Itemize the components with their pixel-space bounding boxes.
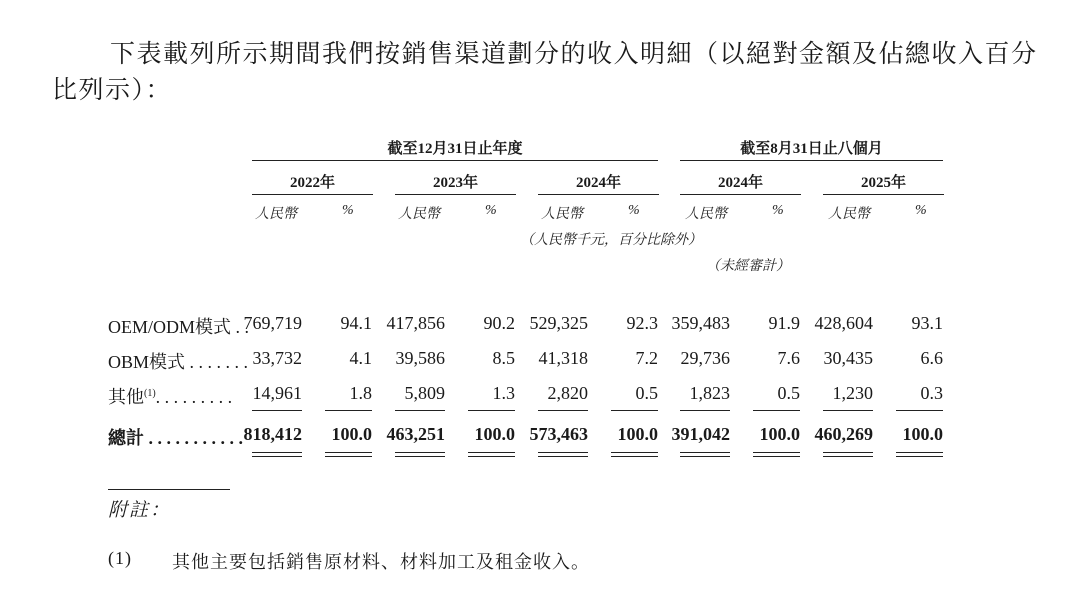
cell-value: 1,230 [832,383,873,403]
cell-value: 769,719 [243,313,302,333]
cell-value: 100.0 [474,424,515,444]
row-label: OEM/ODM模式 . . [108,317,250,337]
unit-rmb: 人民幣 [828,207,870,222]
year-rule-2022 [252,194,373,195]
unit-rmb: 人民幣 [685,207,727,222]
total-double-rule [468,452,515,457]
cell-value: 1.8 [349,383,372,403]
cell-value: 417,856 [386,313,445,333]
row-label-dots: . . . . . . . . . [155,387,233,407]
cell-value: 100.0 [331,424,372,444]
year-header-2022: 2022年 [289,175,335,191]
cell-value: 100.0 [759,424,800,444]
cell-value: 428,604 [814,313,873,333]
total-double-rule [325,452,372,457]
unit-pct: % [342,203,354,218]
cell-value: 91.9 [768,313,800,333]
year-rule-2024 [538,194,659,195]
subtotal-rule [395,410,445,411]
cell-value: 7.2 [635,348,658,368]
subtotal-rule [252,410,302,411]
cell-value: 30,435 [823,348,873,368]
group-header-full-year: 截至12月31日止年度 [387,141,523,157]
total-double-rule [823,452,873,457]
cell-value: 100.0 [617,424,658,444]
row-label: OBM模式 . . . . . . . [108,352,249,372]
cell-value: 100.0 [902,424,943,444]
cell-value: 463,251 [386,424,445,444]
cell-value: 0.5 [777,383,800,403]
year-header-2023: 2023年 [432,175,478,191]
cell-value: 8.5 [492,348,515,368]
cell-value: 573,463 [529,424,588,444]
year-header-2024: 2024年 [575,175,621,191]
cell-value: 460,269 [814,424,873,444]
subtotal-rule [325,410,372,411]
intro-line-1: 下表載列所示期間我們按銷售渠道劃分的收入明細（以絕對金額及佔總收入百分 [110,41,1038,68]
unaudited-note: （未經審計） [706,259,790,274]
cell-value: 391,042 [671,424,730,444]
cell-value: 39,586 [395,348,445,368]
year-header-2024-8m: 2024年 [717,175,763,191]
cell-value: 1,823 [689,383,730,403]
unit-pct: % [915,203,927,218]
cell-value: 94.1 [340,313,372,333]
cell-value: 359,483 [671,313,730,333]
unit-rmb: 人民幣 [398,207,440,222]
cell-value: 92.3 [626,313,658,333]
cell-value: 7.6 [777,348,800,368]
group-header-eight-months: 截至8月31日止八個月 [740,141,883,157]
cell-value: 529,325 [529,313,588,333]
unit-pct: % [485,203,497,218]
notes-separator [108,489,230,490]
group-header-eight-months-rule [680,160,943,161]
subtotal-rule [823,410,873,411]
subtotal-rule [680,410,730,411]
total-double-rule [896,452,943,457]
subtotal-rule [896,410,943,411]
unit-pct: % [772,203,784,218]
cell-value: 0.5 [635,383,658,403]
unit-note: （人民幣千元，百分比除外） [520,233,702,248]
total-double-rule [611,452,658,457]
cell-value: 4.1 [349,348,372,368]
total-double-rule [538,452,588,457]
cell-value: 29,736 [680,348,730,368]
footnote-marker: (1) [144,388,156,399]
subtotal-rule [538,410,588,411]
cell-value: 90.2 [483,313,515,333]
unit-pct: % [628,203,640,218]
note-number: (1) [108,548,132,568]
row-label-text: 其他 [108,387,144,407]
cell-value: 33,732 [252,348,302,368]
cell-value: 93.1 [911,313,943,333]
subtotal-rule [753,410,800,411]
total-double-rule [395,452,445,457]
year-header-2025-8m: 2025年 [860,175,906,191]
year-rule-2025-8m [823,194,944,195]
notes-heading: 附註： [108,500,172,521]
cell-value: 6.6 [920,348,943,368]
note-text: 其他主要包括銷售原材料、材料加工及租金收入。 [172,552,590,572]
cell-value: 2,820 [547,383,588,403]
cell-value: 0.3 [920,383,943,403]
cell-value: 1.3 [492,383,515,403]
group-header-full-year-rule [252,160,658,161]
row-label: 總計 . . . . . . . . . . . [108,428,243,448]
total-double-rule [753,452,800,457]
total-double-rule [252,452,302,457]
subtotal-rule [611,410,658,411]
cell-value: 41,318 [538,348,588,368]
row-label [108,383,232,409]
intro-line-2: 比列示）： [52,77,173,104]
cell-value: 14,961 [252,383,302,403]
year-rule-2023 [395,194,516,195]
cell-value: 818,412 [243,424,302,444]
unit-rmb: 人民幣 [255,207,297,222]
unit-rmb: 人民幣 [541,207,583,222]
year-rule-2024-8m [680,194,801,195]
subtotal-rule [468,410,515,411]
total-double-rule [680,452,730,457]
cell-value: 5,809 [404,383,445,403]
